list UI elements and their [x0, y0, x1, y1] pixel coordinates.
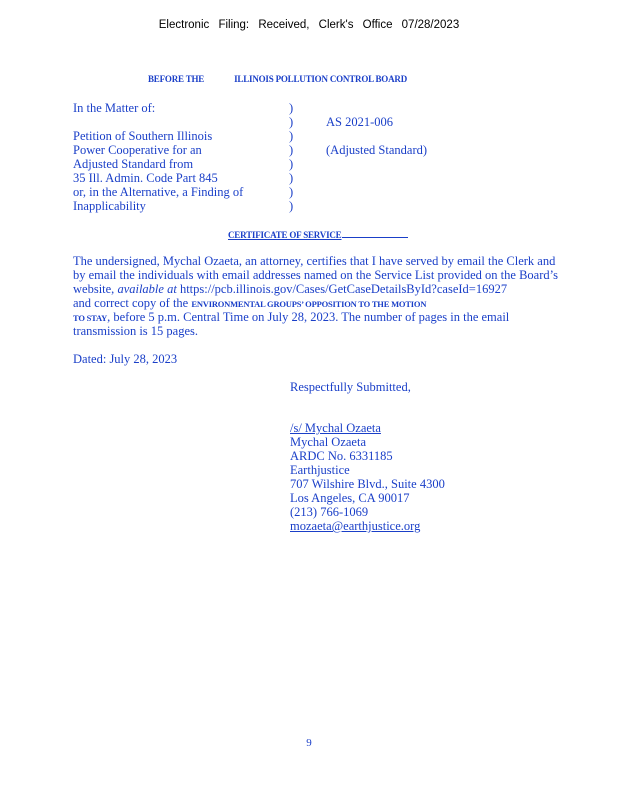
caption-paren: ) [289, 115, 294, 129]
body-line-5-b: , before 5 p.m. Central Time on July 28, 2023. The number of pages in the email [107, 310, 510, 324]
body-line-3-url[interactable]: https://pcb.illinois.gov/Cases/GetCaseDetailsById?caseId=16927 [176, 282, 508, 296]
phone-number: (213) 766-1069 [290, 505, 369, 519]
e-signature: /s/ Mychal Ozaeta [290, 421, 381, 435]
document-title-caps-2: TO STAY [73, 313, 108, 323]
caption-paren: ) [289, 199, 294, 213]
email-link[interactable]: mozaeta@earthjustice.org [290, 519, 421, 533]
case-number: AS 2021-006 [326, 115, 394, 129]
board-heading [148, 74, 407, 84]
address-line-1: 707 Wilshire Blvd., Suite 4300 [290, 477, 445, 491]
closing: Respectfully Submitted, [290, 380, 411, 394]
body-line-3-italic: available at [117, 282, 177, 296]
address-line-2: Los Angeles, CA 90017 [290, 491, 410, 505]
caption-line-3: Petition of Southern Illinois [73, 129, 213, 143]
case-type: (Adjusted Standard) [326, 143, 428, 157]
body-line-5 [73, 310, 603, 325]
body-line-4-a: and correct copy of the [73, 296, 192, 310]
page-number: 9 [306, 737, 312, 749]
filing-stamp: Electronic Filing: Received, Clerk's Office 07/28/2023 [158, 19, 460, 31]
body-line-1: The undersigned, Mychal Ozaeta, an attorney, certifies that I have served by email the Clerk and [73, 254, 556, 268]
caption-line-5: Adjusted Standard from [73, 157, 194, 171]
body-line-2: by email the individuals with email addresses named on the Service List provided on the Board’s [73, 268, 558, 282]
dated-line: Dated: July 28, 2023 [73, 352, 178, 366]
body-line-3 [73, 282, 603, 296]
caption-paren: ) [289, 143, 294, 157]
board-heading-before: BEFORE THE [148, 74, 205, 84]
ardc-number: ARDC No. 6331185 [290, 449, 393, 463]
caption-paren: ) [289, 129, 294, 143]
document-title-caps: ENVIRONMENTAL GROUPS’ OPPOSITION TO THE MOTION [191, 299, 427, 309]
caption-paren: ) [289, 185, 294, 199]
caption-line-7: or, in the Alternative, a Finding of [73, 185, 244, 199]
caption-line-6: 35 Ill. Admin. Code Part 845 [73, 171, 218, 185]
body-line-6: transmission is 15 pages. [73, 324, 198, 338]
board-heading-name: ILLINOIS POLLUTION CONTROL BOARD [234, 74, 407, 84]
caption-line-8: Inapplicability [73, 199, 146, 213]
body-line-3-a: website, [73, 282, 118, 296]
organization: Earthjustice [290, 463, 350, 477]
certificate-title [228, 229, 408, 240]
certificate-title-text: CERTIFICATE OF SERVICE [228, 230, 342, 240]
caption-paren: ) [289, 171, 294, 185]
caption-paren: ) [289, 157, 294, 171]
signer-name: Mychal Ozaeta [290, 435, 367, 449]
body-line-4 [73, 296, 603, 311]
caption-line-4: Power Cooperative for an [73, 143, 202, 157]
caption-line-1: In the Matter of: [73, 101, 156, 115]
caption-paren: ) [289, 101, 294, 115]
